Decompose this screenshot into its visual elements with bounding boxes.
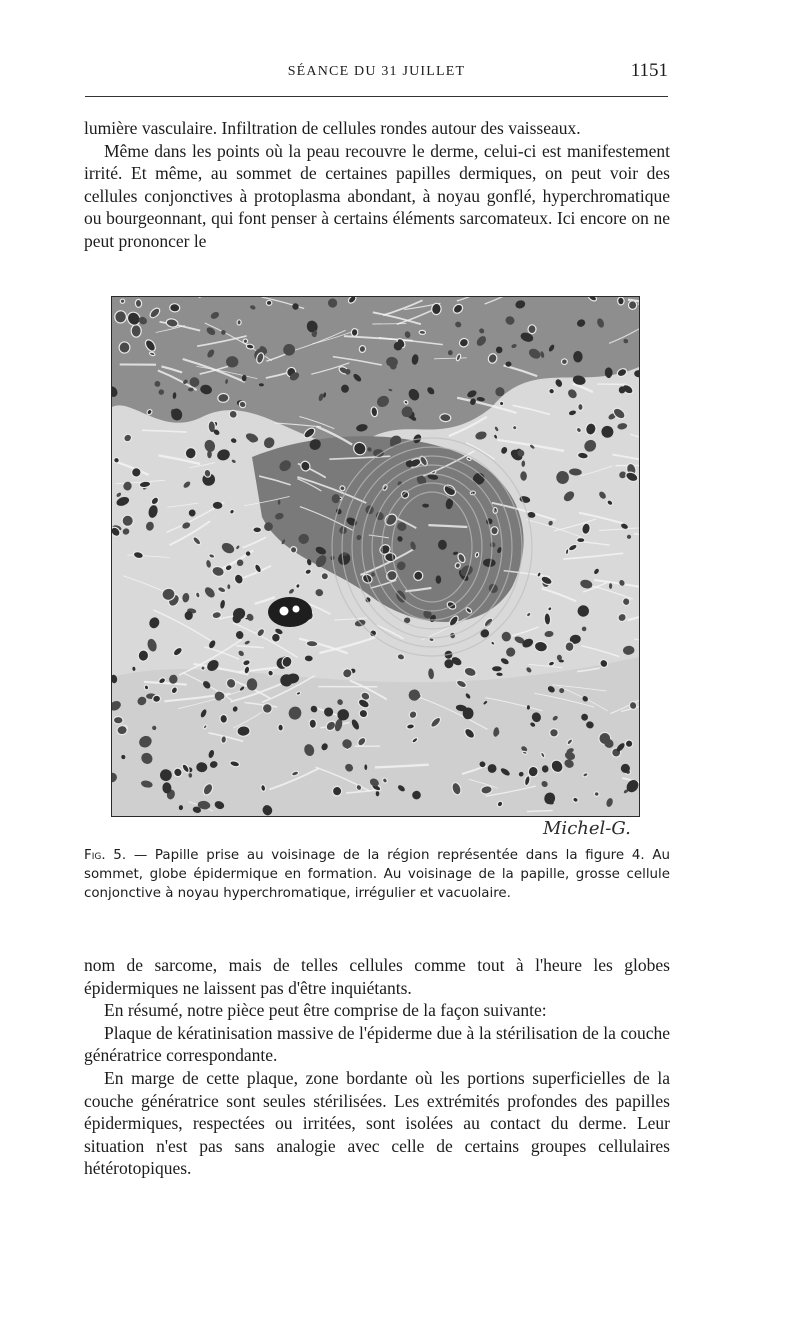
histology-drawing <box>112 297 639 816</box>
histology-illustration <box>111 296 640 817</box>
caption-text: — Papille prise au voisinage de la région représentée dans la figure 4. Au sommet, globe épidermique en formation. Au voisinage de la papille, grosse cellule conjonctive à noyau hyperchromatique, irrégulier et vacuolaire. <box>84 848 670 901</box>
paragraph: lumière vasculaire. Infiltration de cellules rondes autour des vaisseaux. <box>84 118 581 138</box>
artist-signature: Michel-G. <box>543 818 631 839</box>
paragraph: En résumé, notre pièce peut être comprise de la façon suivante: <box>104 1000 547 1021</box>
running-header <box>85 60 668 84</box>
bottom-text-block <box>84 954 670 1180</box>
header-title: SÉANCE DU 31 JUILLET <box>287 64 466 79</box>
paragraph: En marge de cette plaque, zone bordante où les portions superficielles de la couche génératrice sont seules stérilisées. Les extrémités profondes des papilles épidermiques, respectées ou irritées, sont isolées au contact du derme. Leur situation n'est pas sans analogie avec celle de certains groupes cellulaires hétérotopiques. <box>84 1067 670 1179</box>
page-number: 1151 <box>630 60 668 81</box>
figure-caption <box>84 846 670 903</box>
paragraph: Même dans les points où la peau recouvre le derme, celui-ci est manifestement irrité. Et même, au sommet de certaines papilles dermiques, on peut voir des cellules conjonctives à protoplasma abondant, à noyau gonflé, hyperchromatique ou bourgeonnant, qui font penser à certains éléments sarcomateux. Ici encore on ne peut prononcer le <box>84 140 670 251</box>
caption-label: Fig. 5. <box>84 848 127 863</box>
header-rule <box>85 96 668 97</box>
paragraph: nom de sarcome, mais de telles cellules comme tout à l'heure les globes épidermiques ne laissent pas d'être inquiétants. <box>84 955 670 998</box>
paragraph: Plaque de kératinisation massive de l'épiderme due à la stérilisation de la couche génératrice correspondante. <box>84 1022 670 1066</box>
top-text-block <box>84 117 670 253</box>
